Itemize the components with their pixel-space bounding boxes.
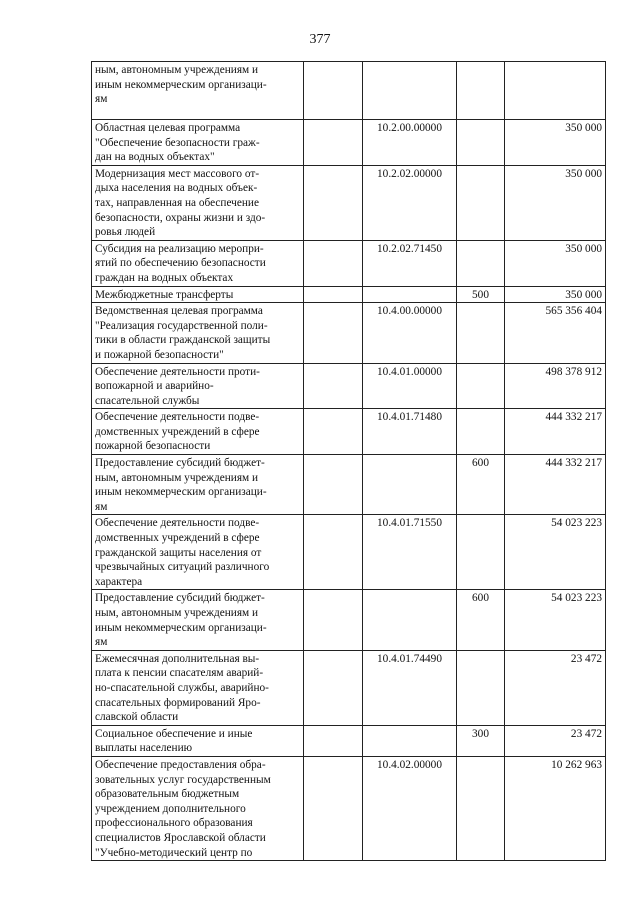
row-name-cell: Обеспечение предоставления обра- зовательных услуг государственным образовательным бюджетным учреждением дополнительного профессионального образования специалистов Ярославской области "Учебно-методический центр по — [92, 756, 304, 860]
row-name-cell: Предоставление субсидий бюджет- ным, автономным учреждениям и иным некоммерческим организаци- ям — [92, 455, 304, 515]
row-amount-cell: 350 000 — [505, 120, 606, 166]
row-blank-cell — [304, 409, 363, 455]
row-name-cell: ным, автономным учреждениям и иным некоммерческим организаци- ям — [92, 62, 304, 120]
row-blank-cell — [304, 650, 363, 725]
row-name-cell: Обеспечение деятельности проти- вопожарной и аварийно- спасательной службы — [92, 363, 304, 409]
table-row — [92, 286, 606, 303]
row-type-cell — [457, 120, 505, 166]
row-code-cell — [363, 455, 457, 515]
row-type-cell: 300 — [457, 725, 505, 756]
row-code-cell — [363, 725, 457, 756]
table-row — [92, 756, 606, 860]
row-amount-cell: 444 332 217 — [505, 409, 606, 455]
row-amount-cell: 54 023 223 — [505, 590, 606, 650]
row-blank-cell — [304, 725, 363, 756]
table-row — [92, 165, 606, 240]
row-code-cell — [363, 590, 457, 650]
row-type-cell — [457, 303, 505, 363]
row-name-cell: Обеспечение деятельности подве- домственных учреждений в сфере пожарной безопасности — [92, 409, 304, 455]
row-blank-cell — [304, 515, 363, 590]
row-code-cell: 10.2.02.00000 — [363, 165, 457, 240]
row-type-cell — [457, 240, 505, 286]
row-name-cell: Межбюджетные трансферты — [92, 286, 304, 303]
row-code-cell: 10.2.00.00000 — [363, 120, 457, 166]
row-type-cell — [457, 409, 505, 455]
table-row — [92, 303, 606, 363]
row-amount-cell: 350 000 — [505, 165, 606, 240]
row-name-cell: Областная целевая программа "Обеспечение безопасности граж- дан на водных объектах" — [92, 120, 304, 166]
row-name-cell: Модернизация мест массового от- дыха населения на водных объек- тах, направленная на обеспечение безопасности, охраны жизни и здо- ровья людей — [92, 165, 304, 240]
row-blank-cell — [304, 303, 363, 363]
table-row — [92, 590, 606, 650]
row-amount-cell: 54 023 223 — [505, 515, 606, 590]
row-code-cell: 10.4.02.00000 — [363, 756, 457, 860]
row-amount-cell: 23 472 — [505, 650, 606, 725]
row-code-cell: 10.2.02.71450 — [363, 240, 457, 286]
row-type-cell — [457, 363, 505, 409]
row-blank-cell — [304, 756, 363, 860]
row-blank-cell — [304, 62, 363, 120]
row-code-cell: 10.4.01.00000 — [363, 363, 457, 409]
row-name-cell: Обеспечение деятельности подве- домственных учреждений в сфере гражданской защиты населения от чрезвычайных ситуаций различного характера — [92, 515, 304, 590]
row-amount-cell: 10 262 963 — [505, 756, 606, 860]
row-code-cell — [363, 286, 457, 303]
row-amount-cell: 498 378 912 — [505, 363, 606, 409]
row-type-cell — [457, 650, 505, 725]
row-blank-cell — [304, 286, 363, 303]
row-type-cell — [457, 62, 505, 120]
row-blank-cell — [304, 590, 363, 650]
row-code-cell: 10.4.01.71550 — [363, 515, 457, 590]
table-row — [92, 725, 606, 756]
row-type-cell: 500 — [457, 286, 505, 303]
row-amount-cell: 350 000 — [505, 240, 606, 286]
row-blank-cell — [304, 120, 363, 166]
row-amount-cell: 23 472 — [505, 725, 606, 756]
row-name-cell: Ежемесячная дополнительная вы- плата к пенсии спасателям аварий- но-спасательной службы, аварийно- спасательных формирований Яро- славской области — [92, 650, 304, 725]
row-name-cell: Субсидия на реализацию меропри- ятий по обеспечению безопасности граждан на водных объектах — [92, 240, 304, 286]
row-amount-cell: 444 332 217 — [505, 455, 606, 515]
table-row — [92, 515, 606, 590]
row-name-cell: Социальное обеспечение и иные выплаты населению — [92, 725, 304, 756]
row-type-cell — [457, 756, 505, 860]
row-amount-cell: 565 356 404 — [505, 303, 606, 363]
row-blank-cell — [304, 363, 363, 409]
row-type-cell — [457, 165, 505, 240]
row-type-cell: 600 — [457, 590, 505, 650]
table-row — [92, 455, 606, 515]
row-code-cell: 10.4.00.00000 — [363, 303, 457, 363]
row-code-cell — [363, 62, 457, 120]
page-number: 377 — [309, 32, 331, 47]
budget-table — [91, 61, 606, 861]
row-code-cell: 10.4.01.71480 — [363, 409, 457, 455]
row-amount-cell: 350 000 — [505, 286, 606, 303]
row-name-cell: Предоставление субсидий бюджет- ным, автономным учреждениям и иным некоммерческим организаци- ям — [92, 590, 304, 650]
row-amount-cell — [505, 62, 606, 120]
row-type-cell: 600 — [457, 455, 505, 515]
table-row — [92, 120, 606, 166]
row-type-cell — [457, 515, 505, 590]
row-name-cell: Ведомственная целевая программа "Реализация государственной поли- тики в области гражданской защиты и пожарной безопасности" — [92, 303, 304, 363]
row-code-cell: 10.4.01.74490 — [363, 650, 457, 725]
table-row — [92, 409, 606, 455]
table-row — [92, 62, 606, 120]
table-row — [92, 240, 606, 286]
table-row — [92, 650, 606, 725]
row-blank-cell — [304, 165, 363, 240]
row-blank-cell — [304, 455, 363, 515]
row-blank-cell — [304, 240, 363, 286]
table-row — [92, 363, 606, 409]
